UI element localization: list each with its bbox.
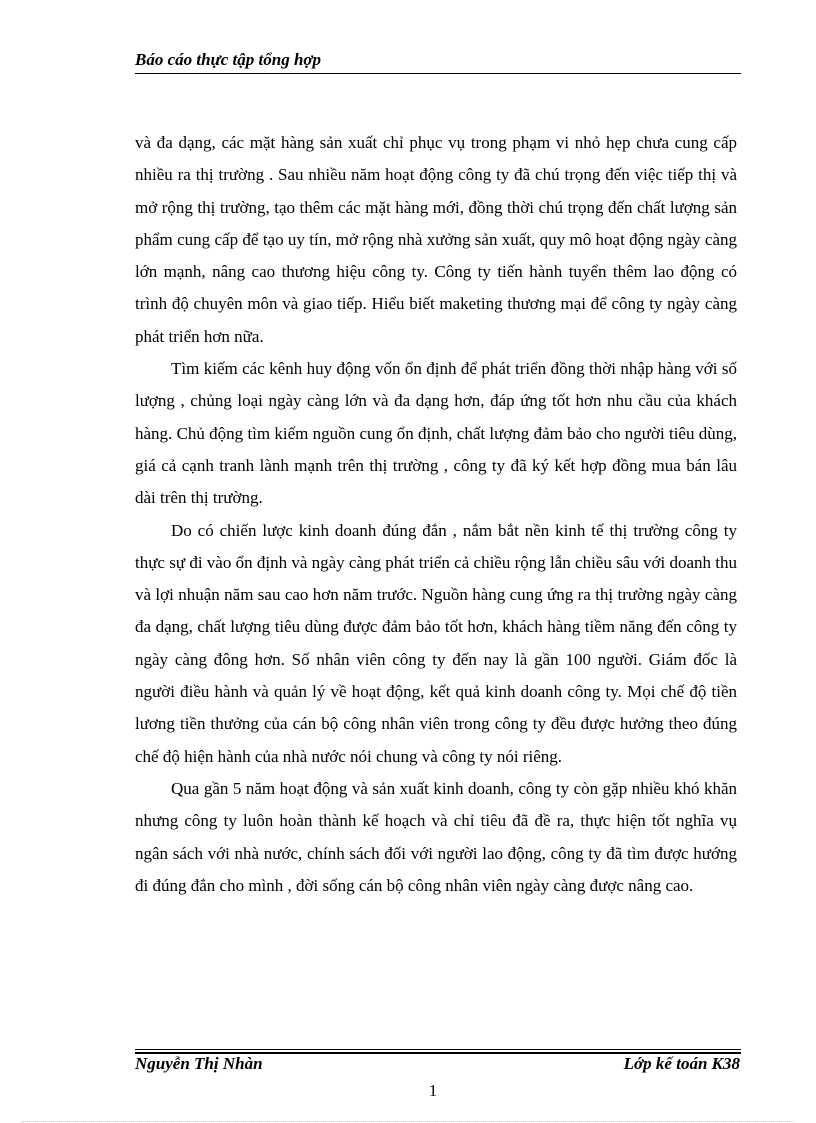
footer-class-name: Lớp kế toán K38 [623,1054,740,1073]
paragraph-1: và đa dạng, các mặt hàng sản xuất chỉ phục vụ trong phạm vi nhỏ hẹp chưa cung cấp nhiều ra thị trường . Sau nhiều năm hoạt động công ty đã chú trọng đến việc tiếp thị và mở rộng thị trường, tạo thêm các mặt hàng mới, đồng thời chú trọng đến chất lượng sản phẩm cung cấp để tạo uy tín, mở rộng nhà xưởng sản xuất, quy mô hoạt động ngày càng lớn mạnh, nâng cao thương hiệu công ty. Công ty tiến hành tuyển thêm lao động có trình độ chuyên môn và giao tiếp. Hiểu biết maketing thương mại để công ty ngày càng phát triển hơn nữa. [135,133,737,346]
page-bottom-edge [22,1121,794,1122]
paragraph-4: Qua gần 5 năm hoạt động và sản xuất kinh doanh, công ty còn gặp nhiều khó khăn nhưng công ty luôn hoàn thành kế hoạch và chỉ tiêu đã đề ra, thực hiện tốt nghĩa vụ ngân sách với nhà nước, chính sách đối với người lao động, công ty đã tìm được hướng đi đúng đắn cho mình , đời sống cán bộ công nhân viên ngày càng được nâng cao. [135,778,737,895]
page-number: 1 [428,1081,438,1100]
footer-author: Nguyễn Thị Nhàn [135,1054,263,1073]
paragraph-2: Tìm kiếm các kênh huy động vốn ổn định để phát triển đồng thời nhập hàng với số lượng , chủng loại ngày càng lớn và đa dạng hơn, đáp ứng tốt hơn nhu cầu của khách hàng. Chủ động tìm kiếm nguồn cung ổn định, chất lượng đảm bảo cho người tiêu dùng, giá cả cạnh tranh lành mạnh trên thị trường , công ty đã ký kết hợp đồng mua bán lâu dài trên thị trường. [135,359,737,508]
paragraph-3: Do có chiến lược kinh doanh đúng đắn , nắm bắt nền kinh tế thị trường công ty thực sự đi vào ổn định và ngày càng phát triển cả chiều rộng lẫn chiều sâu với doanh thu và lợi nhuận năm sau cao hơn năm trước. Nguồn hàng cung ứng ra thị trường ngày càng đa dạng, chất lượng tiêu dùng được đảm bảo tốt hơn, khách hàng tiềm năng đến công ty ngày càng đông hơn. Số nhân viên công ty đến nay là gần 100 người. Giám đốc là người điều hành và quản lý về hoạt động, kết quả kinh doanh công ty. Mọi chế độ tiền lương tiền thưởng của cán bộ công nhân viên trong công ty đều được hưởng theo đúng chế độ hiện hành của nhà nước nói chung và công ty nói riêng. [135,520,737,766]
footer-divider-thin [135,1049,741,1050]
document-body [135,127,737,902]
header-title: Báo cáo thực tập tổng hợp [135,50,322,69]
page-header [135,48,741,74]
